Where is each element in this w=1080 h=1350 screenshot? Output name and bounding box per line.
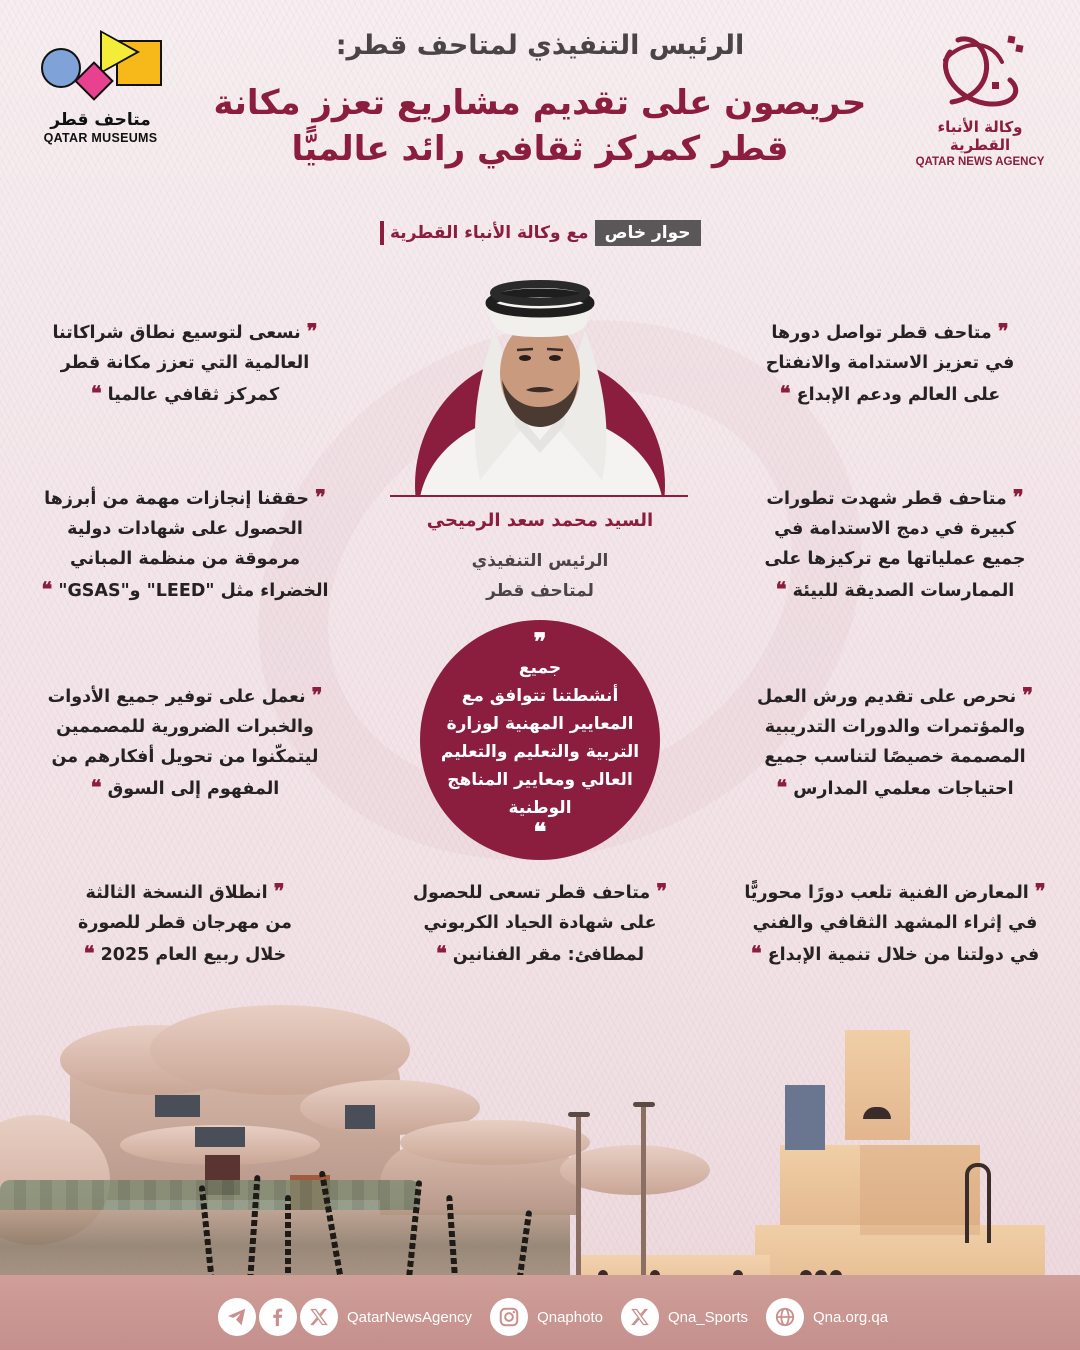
center-quote-line: جميع xyxy=(518,658,562,678)
close-quote-icon: ❝ xyxy=(41,577,53,601)
qatar-museums-arabic: متاحف قطر xyxy=(50,110,151,130)
open-quote-icon: ❞ xyxy=(997,319,1009,343)
person-name: السيد محمد سعد الرميحي xyxy=(426,510,654,531)
x-icon[interactable] xyxy=(621,1298,659,1336)
quote-left-4 xyxy=(40,876,330,970)
qatar-museums-logo xyxy=(38,30,168,150)
quote-line: انطلاق النسخة الثالثة xyxy=(85,883,268,903)
quote-middle-4 xyxy=(390,876,690,970)
instagram-icon[interactable] xyxy=(490,1298,528,1336)
portrait-divider xyxy=(390,495,688,497)
close-quote-icon: ❝ xyxy=(90,775,102,799)
quote-line: الحصول على شهادات دولية xyxy=(67,519,303,539)
center-quote-line: أنشطتنا تتوافق مع xyxy=(461,686,619,706)
quote-left-2 xyxy=(25,482,345,606)
quote-line: متاحف قطر تسعى للحصول xyxy=(412,883,651,903)
center-quote-line: العالي ومعايير المناهج xyxy=(447,770,633,790)
center-quote-text xyxy=(420,654,660,822)
open-quote-icon: ❞ xyxy=(311,683,323,707)
center-quote-circle xyxy=(420,620,660,860)
quote-line: والمؤتمرات والدورات التدريبية xyxy=(764,717,1026,737)
close-quote-icon: ❝ xyxy=(90,381,102,405)
quote-line: كبيرة في دمج الاستدامة في xyxy=(774,519,1016,539)
close-quote-icon: ❝ xyxy=(435,941,447,965)
qatar-museums-english: QATAR MUSEUMS xyxy=(43,131,158,145)
globe-icon[interactable] xyxy=(766,1298,804,1336)
headline-line-2: قطر كمركز ثقافي رائد عالميًّا xyxy=(291,129,789,169)
center-quote-line: المعايير المهنية لوزارة xyxy=(446,714,634,734)
open-quote-icon: ❞ xyxy=(656,879,668,903)
quote-right-2 xyxy=(745,482,1045,606)
social-handle-qnaagency[interactable]: QatarNewsAgency xyxy=(347,1308,473,1326)
person-title-line-2: لمتاحف قطر xyxy=(486,581,594,601)
person-title xyxy=(380,546,700,606)
quote-line: متاحف قطر شهدت تطورات xyxy=(766,489,1007,509)
quote-right-3 xyxy=(745,680,1045,804)
center-quote-line: التربية والتعليم والتعليم xyxy=(440,742,640,762)
center-quote-line: الوطنية xyxy=(508,798,572,818)
main-headline xyxy=(190,80,890,172)
interview-tag xyxy=(370,218,701,248)
quote-line: خلال ربيع العام 2025 xyxy=(100,945,287,965)
quote-line: احتياجات معلمي المدارس xyxy=(793,779,1014,799)
close-quote-icon: ❝ xyxy=(776,775,788,799)
open-quote-icon: ❞ xyxy=(1012,485,1024,509)
x-icon[interactable] xyxy=(300,1298,338,1336)
close-quote-icon: ❝ xyxy=(750,941,762,965)
qna-english-name: QATAR NEWS AGENCY xyxy=(915,156,1045,168)
close-quote-icon: ❝ xyxy=(779,381,791,405)
portrait xyxy=(390,275,690,497)
facebook-icon[interactable] xyxy=(259,1298,297,1336)
quote-line: على العالم ودعم الإبداع xyxy=(796,385,1001,405)
person-photo xyxy=(390,275,690,497)
interview-tag-source: مع وكالة الأنباء القطرية xyxy=(390,223,589,243)
quote-line: في دولتنا من خلال تنمية الإبداع xyxy=(767,945,1040,965)
quote-line: لمطافئ: مقر الفنانين xyxy=(452,945,645,965)
qna-arabic-name: وكالة الأنباء القطرية xyxy=(937,118,1023,154)
quote-line: المفهوم إلى السوق xyxy=(107,779,280,799)
quote-line: نسعى لتوسيع نطاق شراكاتنا xyxy=(52,323,301,343)
quote-right-4 xyxy=(735,876,1055,970)
quote-line: الخضراء مثل "LEED" و"GSAS" xyxy=(58,581,329,601)
quote-line: نحرص على تقديم ورش العمل xyxy=(756,687,1017,707)
quote-left-1 xyxy=(35,316,335,410)
qna-emblem-icon xyxy=(930,32,1030,112)
headline-kicker: الرئيس التنفيذي لمتاحف قطر: xyxy=(335,30,745,61)
open-quote-icon: ❞ xyxy=(273,879,285,903)
quote-line: على شهادة الحياد الكربوني xyxy=(423,913,657,933)
quote-line: المعارض الفنية تلعب دورًا محوريًّا xyxy=(744,883,1029,903)
quote-line: جميع عملياتها مع تركيزها على xyxy=(764,549,1026,569)
open-quote-icon: ❞ xyxy=(1022,683,1034,707)
quote-line: مرموقة من منظمة المباني xyxy=(69,549,301,569)
person-title-line-1: الرئيس التنفيذي xyxy=(471,551,609,571)
quote-line: والخبرات الضرورية للمصممين xyxy=(56,717,314,737)
quote-right-1 xyxy=(745,316,1035,410)
close-quote-icon: ❝ xyxy=(533,817,547,846)
qatar-museums-shapes-icon xyxy=(38,30,163,100)
headline-line-1: حريصون على تقديم مشاريع تعزز مكانة xyxy=(213,83,867,123)
social-handle-qnasports[interactable]: Qna_Sports xyxy=(667,1308,748,1326)
open-quote-icon: ❞ xyxy=(315,485,326,509)
quote-line: كمركز ثقافي عالميا xyxy=(107,385,280,405)
website-link[interactable]: Qna.org.qa xyxy=(813,1308,889,1326)
quote-line: في إثراء المشهد الثقافي والفني xyxy=(752,913,1038,933)
open-quote-icon: ❞ xyxy=(1034,879,1046,903)
quote-line: الممارسات الصديقة للبيئة xyxy=(792,581,1015,601)
quote-line: العالمية التي تعزز مكانة قطر xyxy=(60,353,310,373)
telegram-icon[interactable] xyxy=(218,1298,256,1336)
quote-left-3 xyxy=(30,680,340,804)
quote-line: متاحف قطر تواصل دورها xyxy=(771,323,992,343)
quote-line: من مهرجان قطر للصورة xyxy=(78,913,292,933)
open-quote-icon: ❞ xyxy=(533,627,547,656)
open-quote-icon: ❞ xyxy=(306,319,318,343)
quote-line: حققنا إنجازات مهمة من أبرزها xyxy=(44,489,309,509)
quote-line: ليتمكّنوا من تحويل أفكارهم من xyxy=(51,747,319,767)
tag-divider-bar xyxy=(380,221,384,245)
quote-line: في تعزيز الاستدامة والانفتاح xyxy=(765,353,1015,373)
interview-tag-highlight: حوار خاص xyxy=(595,220,701,246)
quote-line: نعمل على توفير جميع الأدوات xyxy=(47,687,306,707)
social-footer xyxy=(218,1297,906,1337)
qna-logo xyxy=(905,32,1055,168)
quote-line: المصممة خصيصًا لتناسب جميع xyxy=(764,747,1026,767)
social-handle-qnaphoto[interactable]: Qnaphoto xyxy=(537,1308,603,1326)
close-quote-icon: ❝ xyxy=(83,941,95,965)
close-quote-icon: ❝ xyxy=(775,577,787,601)
